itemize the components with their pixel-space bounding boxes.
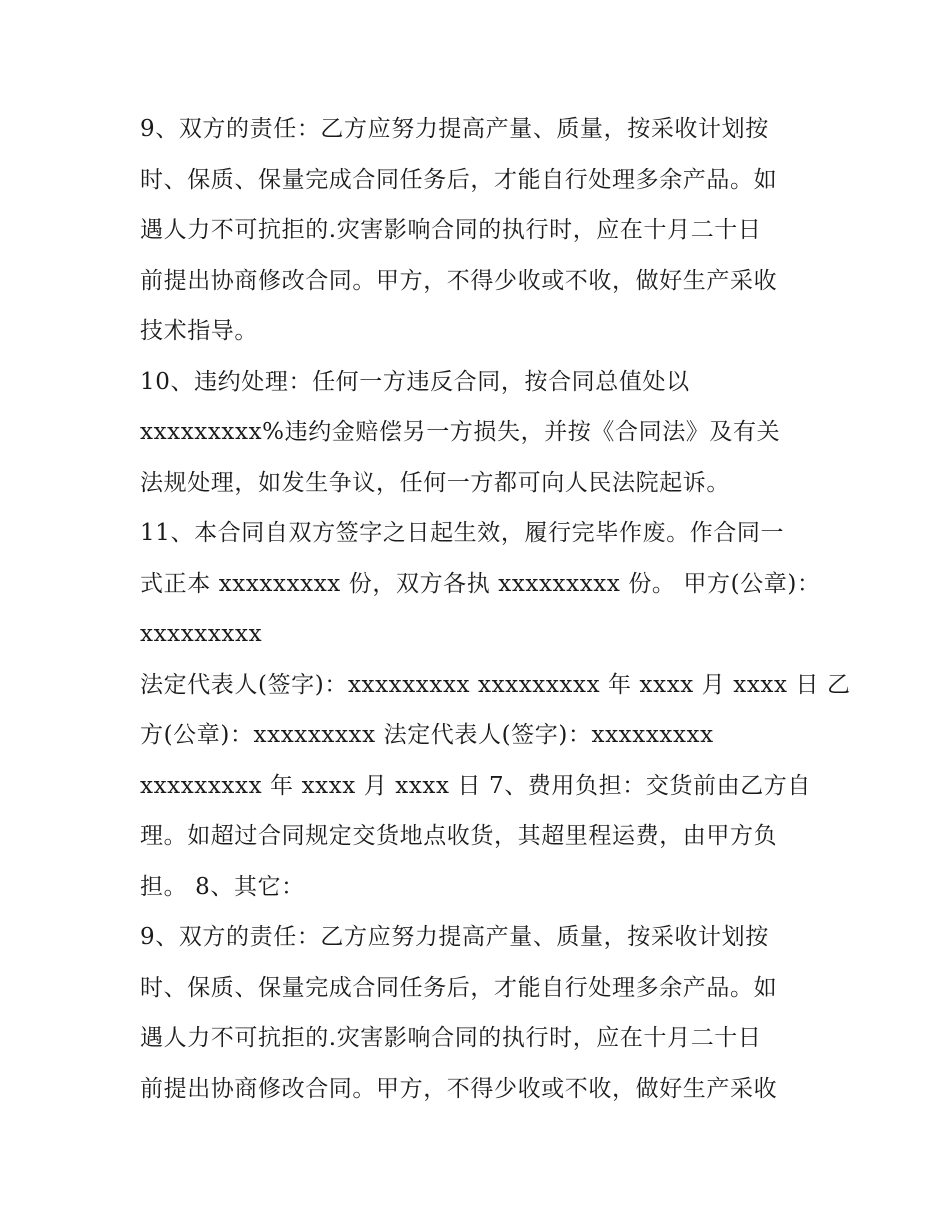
text-line: xxxxxxxxx 年 xxxx 月 xxxx 日 7、费用负担：交货前由乙方自	[140, 772, 812, 799]
text-line: xxxxxxxxx	[140, 621, 263, 647]
text-line: 9、双方的责任：乙方应努力提高产量、质量，按采收计划按	[140, 924, 769, 950]
text-line: 前提出协商修改合同。甲方，不得少收或不收，做好生产采收	[140, 267, 778, 294]
text-line: 时、保质、保量完成合同任务后，才能自行处理多余产品。如	[140, 166, 778, 193]
text-line: 法定代表人(签字)：xxxxxxxxx xxxxxxxxx 年 xxxx 月 xxxx 日 乙	[140, 671, 851, 698]
text-line: 遇人力不可抗拒的.灾害影响合同的执行时，应在十月二十日	[140, 1025, 762, 1051]
text-line: 式正本 xxxxxxxxx 份，双方各执 xxxxxxxxx 份。 甲方(公章)：	[140, 570, 821, 597]
document-body	[140, 104, 851, 1114]
text-line: xxxxxxxxx%违约金赔偿另一方损失，并按《合同法》及有关	[140, 419, 781, 445]
text-line: 时、保质、保量完成合同任务后，才能自行处理多余产品。如	[140, 974, 778, 1001]
text-line: 前提出协商修改合同。甲方，不得少收或不收，做好生产采收	[140, 1075, 778, 1102]
text-line: 方(公章)：xxxxxxxxx 法定代表人(签字)：xxxxxxxxx	[140, 722, 714, 748]
text-line: 法规处理，如发生争议，任何一方都可向人民法院起诉。	[140, 469, 730, 496]
text-line: 理。如超过合同规定交货地点收货，其超里程运费，由甲方负	[140, 823, 778, 849]
text-line: 9、双方的责任：乙方应努力提高产量、质量，按采收计划按	[140, 116, 769, 142]
text-line: 担。 8、其它：	[140, 873, 305, 900]
text-line: 技术指导。	[140, 318, 258, 344]
text-line: 11、本合同自双方签字之日起生效，履行完毕作废。作合同一	[140, 520, 785, 546]
text-line: 遇人力不可抗拒的.灾害影响合同的执行时，应在十月二十日	[140, 217, 762, 243]
text-line: 10、违约处理：任何一方违反合同，按合同总值处以	[140, 368, 690, 395]
